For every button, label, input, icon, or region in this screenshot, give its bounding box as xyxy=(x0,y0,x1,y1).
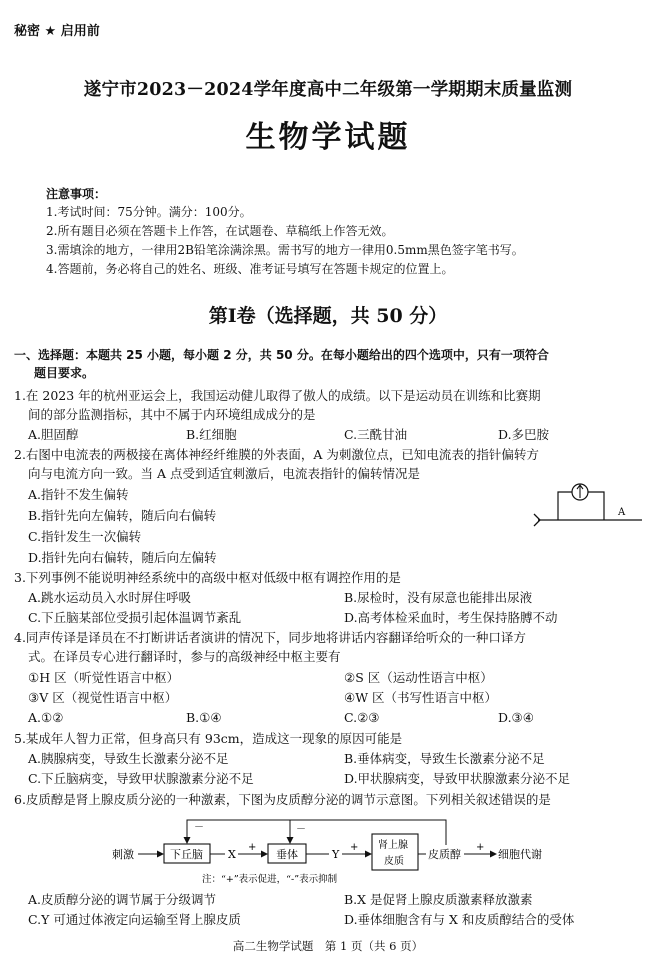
q3-option-c: C.下丘脑某部位受损引起体温调节紊乱 xyxy=(28,610,242,625)
q4-item-3: ③V 区（视觉性语言中枢） xyxy=(28,690,178,705)
q5-option-c: C.下丘脑病变，导致甲状腺激素分泌不足 xyxy=(28,771,254,786)
adrenal-label-1: 肾上腺 xyxy=(378,840,408,851)
cortisol-regulation-diagram xyxy=(110,812,560,888)
cortisol-label: 皮质醇 xyxy=(428,848,461,861)
question-1-stem: 1.在 2023 年的杭州亚运会上，我国运动健儿取得了傲人的成绩。以下是运动员在训练和比赛期 xyxy=(14,388,541,403)
q1-option-d: D.多巴胺 xyxy=(498,427,550,442)
q6-option-a: A.皮质醇分泌的调节属于分级调节 xyxy=(28,892,217,907)
q5-option-d: D.甲状腺病变，导致甲状腺激素分泌不足 xyxy=(344,771,571,786)
question-4-stem: 式。在译员专心进行翻译时，参与的高级神经中枢主要有 xyxy=(28,649,341,664)
question-2-stem: 向与电流方向一致。当 A 点受到适宜刺激后，电流表指针的偏转情况是 xyxy=(28,466,420,481)
q2-option-d: D.指针先向右偏转，随后向左偏转 xyxy=(28,550,217,565)
q4-option-a: A.①② xyxy=(28,710,64,725)
exam-title: 遂宁市2023－2024学年度高中二年级第一学期期末质量监测 xyxy=(83,80,573,100)
inhibit-sign: － xyxy=(296,824,306,835)
promote-sign: + xyxy=(476,842,485,853)
left-electrode-wire xyxy=(558,492,572,520)
promote-sign: + xyxy=(248,842,257,853)
notice-item: 1.考试时间：75分钟。满分：100分。 xyxy=(46,205,252,219)
q2-option-a: A.指针不发生偏转 xyxy=(28,487,129,502)
question-1-stem: 间的部分监测指标，其中不属于内环境组成成分的是 xyxy=(28,407,316,422)
q4-option-d: D.③④ xyxy=(498,710,534,725)
inhibit-sign: － xyxy=(194,822,204,833)
section-instruction: 一、选择题：本题共 25 小题，每小题 2 分，共 50 分。在每小题给出的四个选项中，只有一项符合 xyxy=(14,348,549,362)
q2-option-b: B.指针先向左偏转，随后向右偏转 xyxy=(28,508,217,523)
q2-option-c: C.指针发生一次偏转 xyxy=(28,529,142,544)
q6-option-c: C.Y 可通过体液定向运输至肾上腺皮质 xyxy=(28,912,241,927)
hormone-x-label: X xyxy=(228,848,236,861)
q4-option-b: B.①④ xyxy=(186,710,222,725)
q1-option-c: C.三酰甘油 xyxy=(344,427,408,442)
cell-metabolism-label: 细胞代谢 xyxy=(498,848,542,861)
question-2-stem: 2.右图中电流表的两极接在离体神经纤维膜的外表面，A 为刺激位点，已知电流表的指针偏转方 xyxy=(14,447,539,462)
question-4-stem: 4.同声传译是译员在不打断讲话者演讲的情况下，同步地将讲话内容翻译给听众的一种口译方 xyxy=(14,630,526,645)
q1-option-b: B.红细胞 xyxy=(186,427,237,442)
notice-item: 4.答题前，务必将自己的姓名、班级、准考证号填写在答题卡规定的位置上。 xyxy=(46,262,454,276)
q5-option-a: A.胰腺病变，导致生长激素分泌不足 xyxy=(28,751,229,766)
nerve-fiber-end xyxy=(534,514,540,526)
q3-option-b: B.尿检时，没有尿意也能排出尿液 xyxy=(344,590,533,605)
promote-sign: + xyxy=(350,842,359,853)
page-footer: 高二生物学试题 第 1 页（共 6 页） xyxy=(232,939,424,953)
q4-item-4: ④W 区（书写性语言中枢） xyxy=(344,690,498,705)
notice-item: 2.所有题目必须在答题卡上作答，在试题卷、草稿纸上作答无效。 xyxy=(46,224,394,238)
stimulus-label: 刺激 xyxy=(112,848,134,861)
question-3-stem: 3.下列事例不能说明神经系统中的高级中枢对低级中枢有调控作用的是 xyxy=(14,570,401,585)
stimulus-point-label: A xyxy=(618,507,626,518)
section-instruction: 题目要求。 xyxy=(34,366,95,380)
notice-title: 注意事项： xyxy=(46,187,107,201)
q3-option-d: D.高考体检采血时，考生保持胳膊不动 xyxy=(344,610,558,625)
question-6-stem: 6.皮质醇是肾上腺皮质分泌的一种激素，下图为皮质醇分泌的调节示意图。下列相关叙述错误的是 xyxy=(14,792,551,807)
q4-item-1: ①H 区（听觉性语言中枢） xyxy=(28,670,180,685)
q6-option-b: B.X 是促肾上腺皮质激素释放激素 xyxy=(344,892,533,907)
pituitary-label: 垂体 xyxy=(276,848,298,861)
right-electrode-wire xyxy=(588,492,604,520)
q1-option-a: A.胆固醇 xyxy=(28,427,79,442)
question-5-stem: 5.某成年人智力正常，但身高只有 93cm，造成这一现象的原因可能是 xyxy=(14,731,403,746)
diagram-note: 注：“+”表示促进，“-”表示抑制 xyxy=(202,874,338,885)
adrenal-label-2: 皮质 xyxy=(384,856,404,867)
q4-item-2: ②S 区（运动性语言中枢） xyxy=(344,670,493,685)
hormone-y-label: Y xyxy=(332,848,340,861)
subject-title: 生物学试题 xyxy=(245,120,411,155)
hypothalamus-label: 下丘脑 xyxy=(170,848,203,861)
notice-item: 3.需填涂的地方，一律用2B铅笔涂满涂黑。需书写的地方一律用0.5mm黑色签字笔书写。 xyxy=(46,243,524,257)
galvanometer-figure xyxy=(530,478,646,528)
confidential-header: 秘密 ★ 启用前 xyxy=(14,24,100,39)
q6-option-d: D.垂体细胞含有与 X 和皮质醇结合的受体 xyxy=(344,912,575,927)
q4-option-c: C.②③ xyxy=(344,710,380,725)
q3-option-a: A.跳水运动员入水时屏住呼吸 xyxy=(28,590,192,605)
volume-heading: 第Ⅰ卷（选择题，共 50 分） xyxy=(208,305,448,327)
q5-option-b: B.垂体病变，导致生长激素分泌不足 xyxy=(344,751,545,766)
